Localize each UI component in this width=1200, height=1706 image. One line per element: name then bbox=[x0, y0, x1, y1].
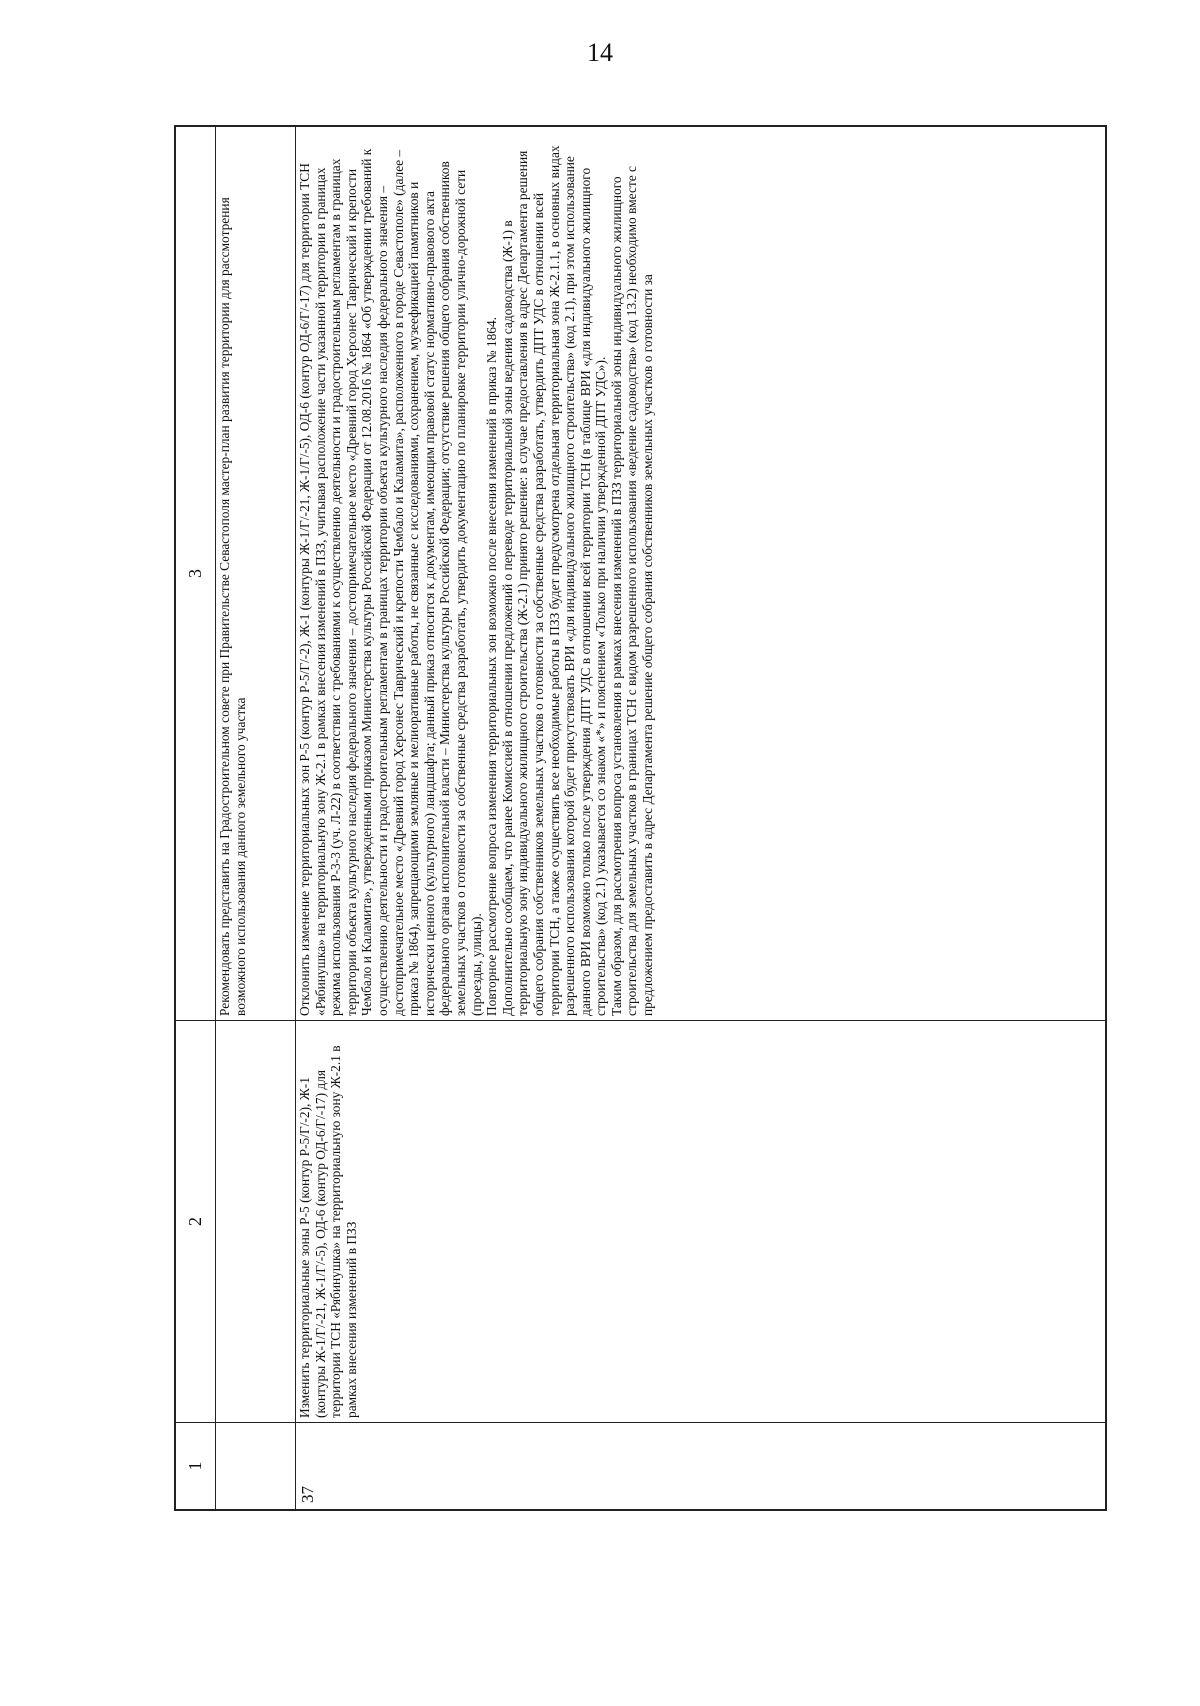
page-number: 14 bbox=[587, 38, 613, 67]
rec-proposal-cell bbox=[216, 1020, 295, 1422]
table-row-recommendation bbox=[216, 127, 296, 1509]
table-header-row bbox=[176, 127, 216, 1509]
recommendation-text: Рекомендовать представить на Градостроительном совете при Правительстве Севастополя мастер-план развития территории для рассмотрения возможного использования данного земельного участка bbox=[217, 197, 248, 1016]
row-number: 37 bbox=[298, 1486, 317, 1503]
header-col-3: 3 bbox=[185, 569, 205, 578]
decision-cell bbox=[296, 127, 1107, 1020]
table-row-37 bbox=[296, 127, 1107, 1509]
decision-text bbox=[296, 127, 656, 1020]
decision-paragraph-1: Отклонить изменение территориальных зон Р-5 (контур Р-5/Г/-2), Ж-1 (контуры Ж-1/Г/-21, Ж-1/Г/-5), ОД-6 (контур ОД-6/Г/-17) для территории ТСН «Рябинушка» на территориальную зону Ж-2.1 в рамках внесения изменений в ПЗЗ, учитывая расположение части указанной территории в границах режима использования Р-3-3 (уч. Л-22) в соответствии с требованиями к осуществлению деятельности и градостроительным регламентам в границах территории объекта культурного наследия федерального значения – достопримечательное место «Древний город Херсонес Таврический и крепости Чембало и Каламита», утвержденными приказом Министерства культуры Российской Федерации от 12.08.2016 № 1864 «Об утверждении требований к осуществлению деятельности и градостроительным регламентам в границах территории объекта культурного наследия федерального значения – достопримечательное место «Древний город Херсонес Таврический и крепости Чембало и Каламита», расположенного в городе Севастополе» (далее – приказ № 1864), запрещающими земляные и мелиоративные работы, не связанные с исследованиями, сохранением, музеефикацией памятников и исторически ценного (культурного) ландшафта; данный приказ относится к документам, имеющим правовой статус нормативно-правового акта федерального органа исполнительной власти – Министерства культуры Российской Федерации; отсутствие решения общего собрания собственников земельных участков о готовности за собственные средства разработать, утвердить документацию по планировке территории улично-дорожной сети (проезды, улицы). bbox=[297, 148, 484, 1016]
proposal-text: Изменить территориальные зоны Р-5 (контур Р-5/Г/-2), Ж-1 (контуры Ж-1/Г/-21, Ж-1/Г/-5), ОД-6 (контур ОД-6/Г/-17) для территории ТСН «Рябинушка» на территориальную зону Ж-2.1 в рамках внесения изменений в ПЗЗ bbox=[297, 1045, 359, 1418]
proposal-cell bbox=[296, 1020, 1107, 1422]
decision-paragraph-3: Дополнительно сообщаем, что ранее Комиссией в отношении предложений о переводе территориальной зоны ведения садоводства (Ж-1) в территориальную зону индивидуального жилищного строительства (Ж-2.1) принято решение: в случае предоставления в адрес Департамента решения общего собрания собственников земельных участков о готовности за собственные средства разработать, утвердить ДПТ УДС в отношении всей территории ТСН, а также осуществить все необходимые работы в ПЗЗ будет предусмотрена отдельная территориальная зона Ж-2.1.1, в основных видах разрешенного использования которой будет присутствовать ВРИ «для индивидуального жилищного строительства» (код 2.1), при этом использование данного ВРИ возможно только после утверждения ДПТ УДС в отношении всей территории ТСН (в таблице ВРИ «для индивидуального жилищного строительства» (код 2.1) указывается со знаком «*» и пояснением «Только при наличии утвержденной ДПТ УДС»). bbox=[499, 145, 609, 1016]
header-col-2: 2 bbox=[176, 1020, 215, 1422]
rec-number-cell bbox=[216, 1422, 295, 1509]
rotated-table-wrapper bbox=[174, 125, 1107, 1511]
header-col-1: 1 bbox=[176, 1422, 215, 1509]
decision-paragraph-2: Повторное рассмотрение вопроса изменения территориальных зон возможно после внесения изменений в приказ № 1864. bbox=[484, 317, 500, 1016]
row-number-cell bbox=[296, 1422, 1107, 1509]
rec-decision-cell bbox=[216, 127, 295, 1020]
decision-paragraph-4: Таким образом, для рассмотрения вопроса установления в рамках внесения изменений в ПЗЗ территориальной зоны индивидуального жилищного строительства для земельных участков в границах ТСН с видом разрешенного использования «ведение садоводства» (код 13.2) необходимо вместе с предложением предоставить в адрес Департамента решение общего собрания собственников земельных участков о готовности за bbox=[608, 166, 656, 1016]
decision-table bbox=[174, 125, 1107, 1511]
